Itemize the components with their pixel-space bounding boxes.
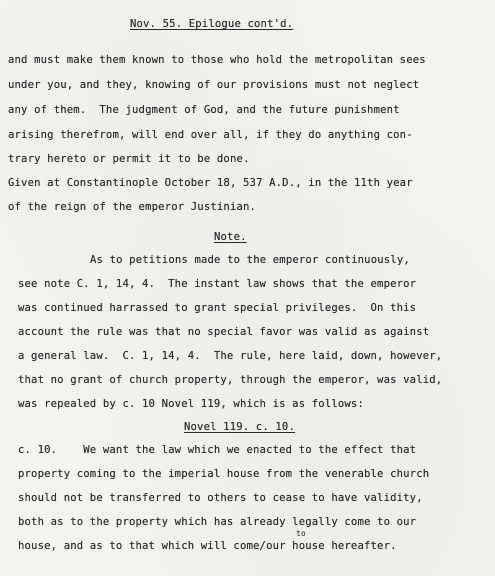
body-line: trary hereto or permit it to be done. [8, 153, 250, 165]
novel-line: house, and as to that which will come/our house hereafter. [18, 540, 397, 552]
body-line: and must make them known to those who hold the metropolitan sees [8, 54, 426, 66]
body-line: under you, and they, knowing of our provisions must not neglect [8, 79, 420, 91]
novel-line: both as to the property which has already legally come to our [18, 516, 417, 528]
note-line: a general law. C. 1, 14, 4. The rule, here laid, down, however, [18, 350, 443, 362]
novel-line: property coming to the imperial house from the venerable church [18, 468, 430, 480]
note-heading: Note. [214, 231, 247, 243]
note-line: account the rule was that no special favor was valid as against [18, 326, 430, 338]
body-line: of the reign of the emperor Justinian. [8, 201, 257, 213]
page-header: Nov. 55. Epilogue cont'd. [130, 18, 294, 30]
body-line: Given at Constantinople October 18, 537 A.D., in the 11th year [8, 177, 413, 189]
note-line: see note C. 1, 14, 4. The instant law shows that the emperor [18, 278, 417, 290]
note-line: that no grant of church property, through the emperor, was valid, [18, 374, 443, 386]
note-line: was repealed by c. 10 Novel 119, which is as follows: [18, 398, 364, 410]
novel-line: c. 10. We want the law which we enacted to the effect that [18, 444, 417, 456]
novel-line: should not be transferred to others to cease to have validity, [18, 492, 423, 504]
interlinear-insert: to [296, 529, 306, 538]
body-line: any of them. The judgment of God, and the future punishment [8, 104, 400, 116]
novel-heading: Novel 119. c. 10. [184, 421, 295, 433]
note-line: As to petitions made to the emperor continuously, [90, 254, 410, 266]
note-line: was continued harrassed to grant special privileges. On this [18, 302, 417, 314]
body-line: arising therefrom, will end over all, if they do anything con- [8, 129, 413, 141]
